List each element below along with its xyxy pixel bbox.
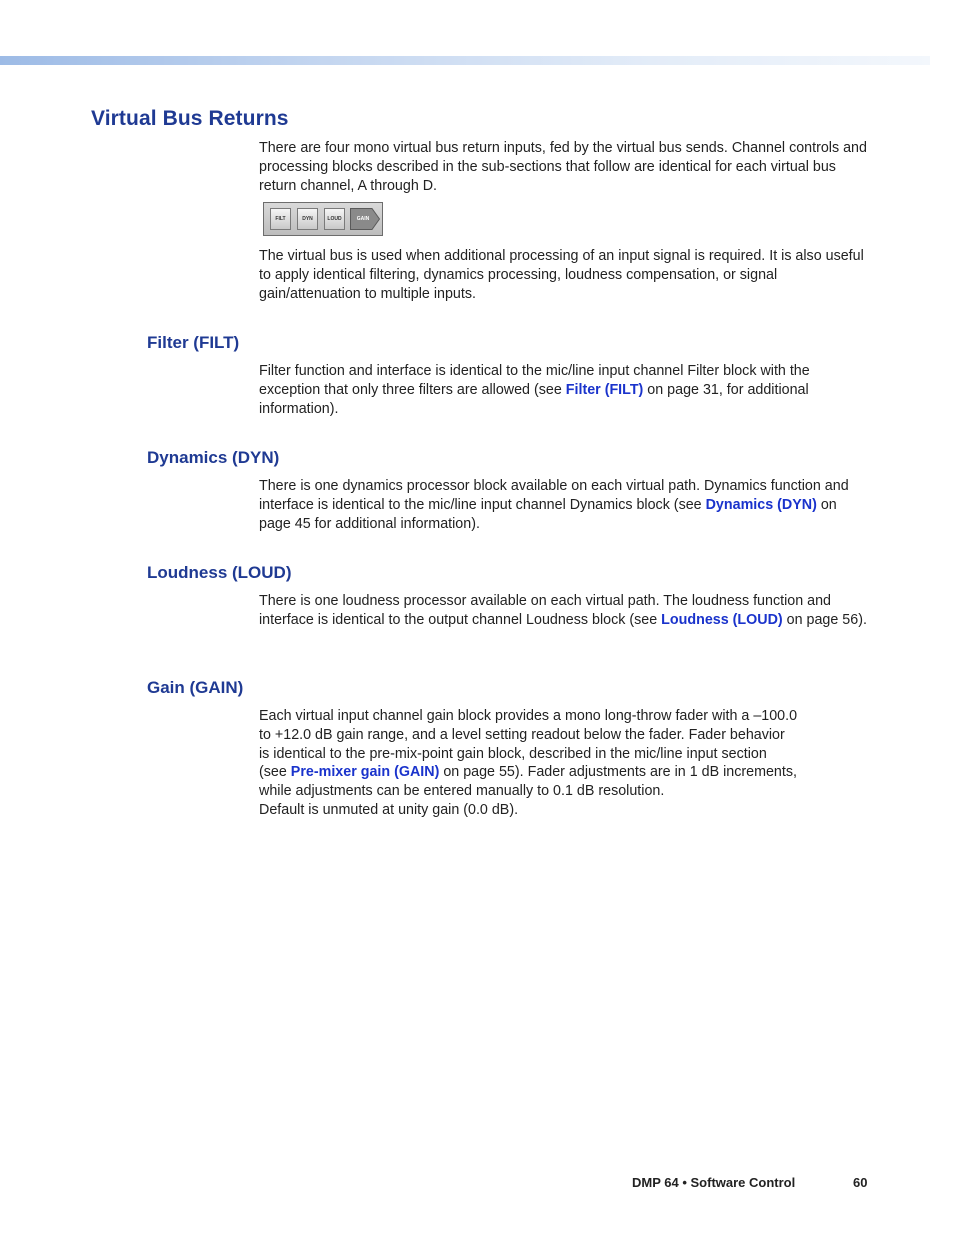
- dynamics-text: There is one dynamics processor block available on each virtual path. Dynamics function and interface is identical to the mic/line input channel Dynamics block (see: [259, 478, 849, 513]
- gain-line: is identical to the pre-mix-point gain block, described in the mic/line input section: [259, 745, 767, 762]
- gain-line: to +12.0 dB gain range, and a level setting readout below the fader. Fader behavior: [259, 726, 785, 743]
- filter-link[interactable]: Filter (FILT): [565, 381, 644, 398]
- gain-line: while adjustments can be entered manually to 0.1 dB resolution.: [259, 783, 665, 800]
- loudness-link[interactable]: Loudness (LOUD): [661, 611, 783, 628]
- loudness-heading: Loudness (LOUD): [147, 563, 292, 582]
- pre-mixer-gain-link[interactable]: Pre-mixer gain (GAIN): [290, 764, 440, 781]
- usage-paragraph: The virtual bus is used when additional processing of an input signal is required. It is also useful to apply identical filtering, dynamics processing, loudness compensation, or signal gain/attenuation to multiple inputs.: [259, 248, 864, 302]
- filter-text: Filter function and interface is identical to the mic/line input channel Filter block with the exception that only three filters are allowed (see: [259, 363, 810, 398]
- intro-paragraph: There are four mono virtual bus return inputs, fed by the virtual bus sends. Channel controls and processing blocks described in the sub-sections that follow are identical for each virtual bus return channel, A through D.: [259, 140, 867, 194]
- footer-title: DMP 64 • Software Control: [632, 1175, 796, 1190]
- page-heading: Virtual Bus Returns: [91, 107, 289, 130]
- page-number: 60: [853, 1175, 868, 1190]
- filter-text-end: on page 31, for additional information).: [259, 381, 809, 417]
- loud-block-icon: LOUD: [324, 208, 345, 230]
- gain-block-label: GAIN: [356, 216, 370, 222]
- dynamics-heading: Dynamics (DYN): [147, 448, 280, 467]
- gain-paragraph: [259, 707, 869, 820]
- gain-heading: Gain (GAIN): [147, 678, 244, 697]
- dynamics-paragraph: [259, 477, 869, 533]
- loudness-text: There is one loudness processor available on each virtual path. The loudness function and interface is identical to the output channel Loudness block (see: [259, 593, 831, 628]
- filt-block-icon: FILT: [270, 208, 291, 230]
- loudness-paragraph: [259, 592, 869, 630]
- virtual-bus-block-strip: [263, 202, 383, 236]
- gain-default-line: Default is unmuted at unity gain (0.0 dB).: [259, 801, 519, 818]
- gain-line: Each virtual input channel gain block provides a mono long-throw fader with a –100.0: [259, 708, 798, 724]
- gain-text-end: on page 55). Fader adjustments are in 1 dB increments,: [439, 764, 797, 781]
- gain-text: (see: [259, 764, 291, 781]
- filter-paragraph: [259, 362, 869, 418]
- header-gradient-bar: [0, 56, 930, 65]
- dynamics-link[interactable]: Dynamics (DYN): [705, 496, 817, 513]
- loudness-text-end: on page 56).: [782, 611, 867, 628]
- dynamics-text-end: on page 45 for additional information).: [259, 496, 837, 532]
- dyn-block-icon: DYN: [297, 208, 318, 230]
- gain-line-with-link: [259, 763, 869, 782]
- filter-heading: Filter (FILT): [147, 333, 240, 352]
